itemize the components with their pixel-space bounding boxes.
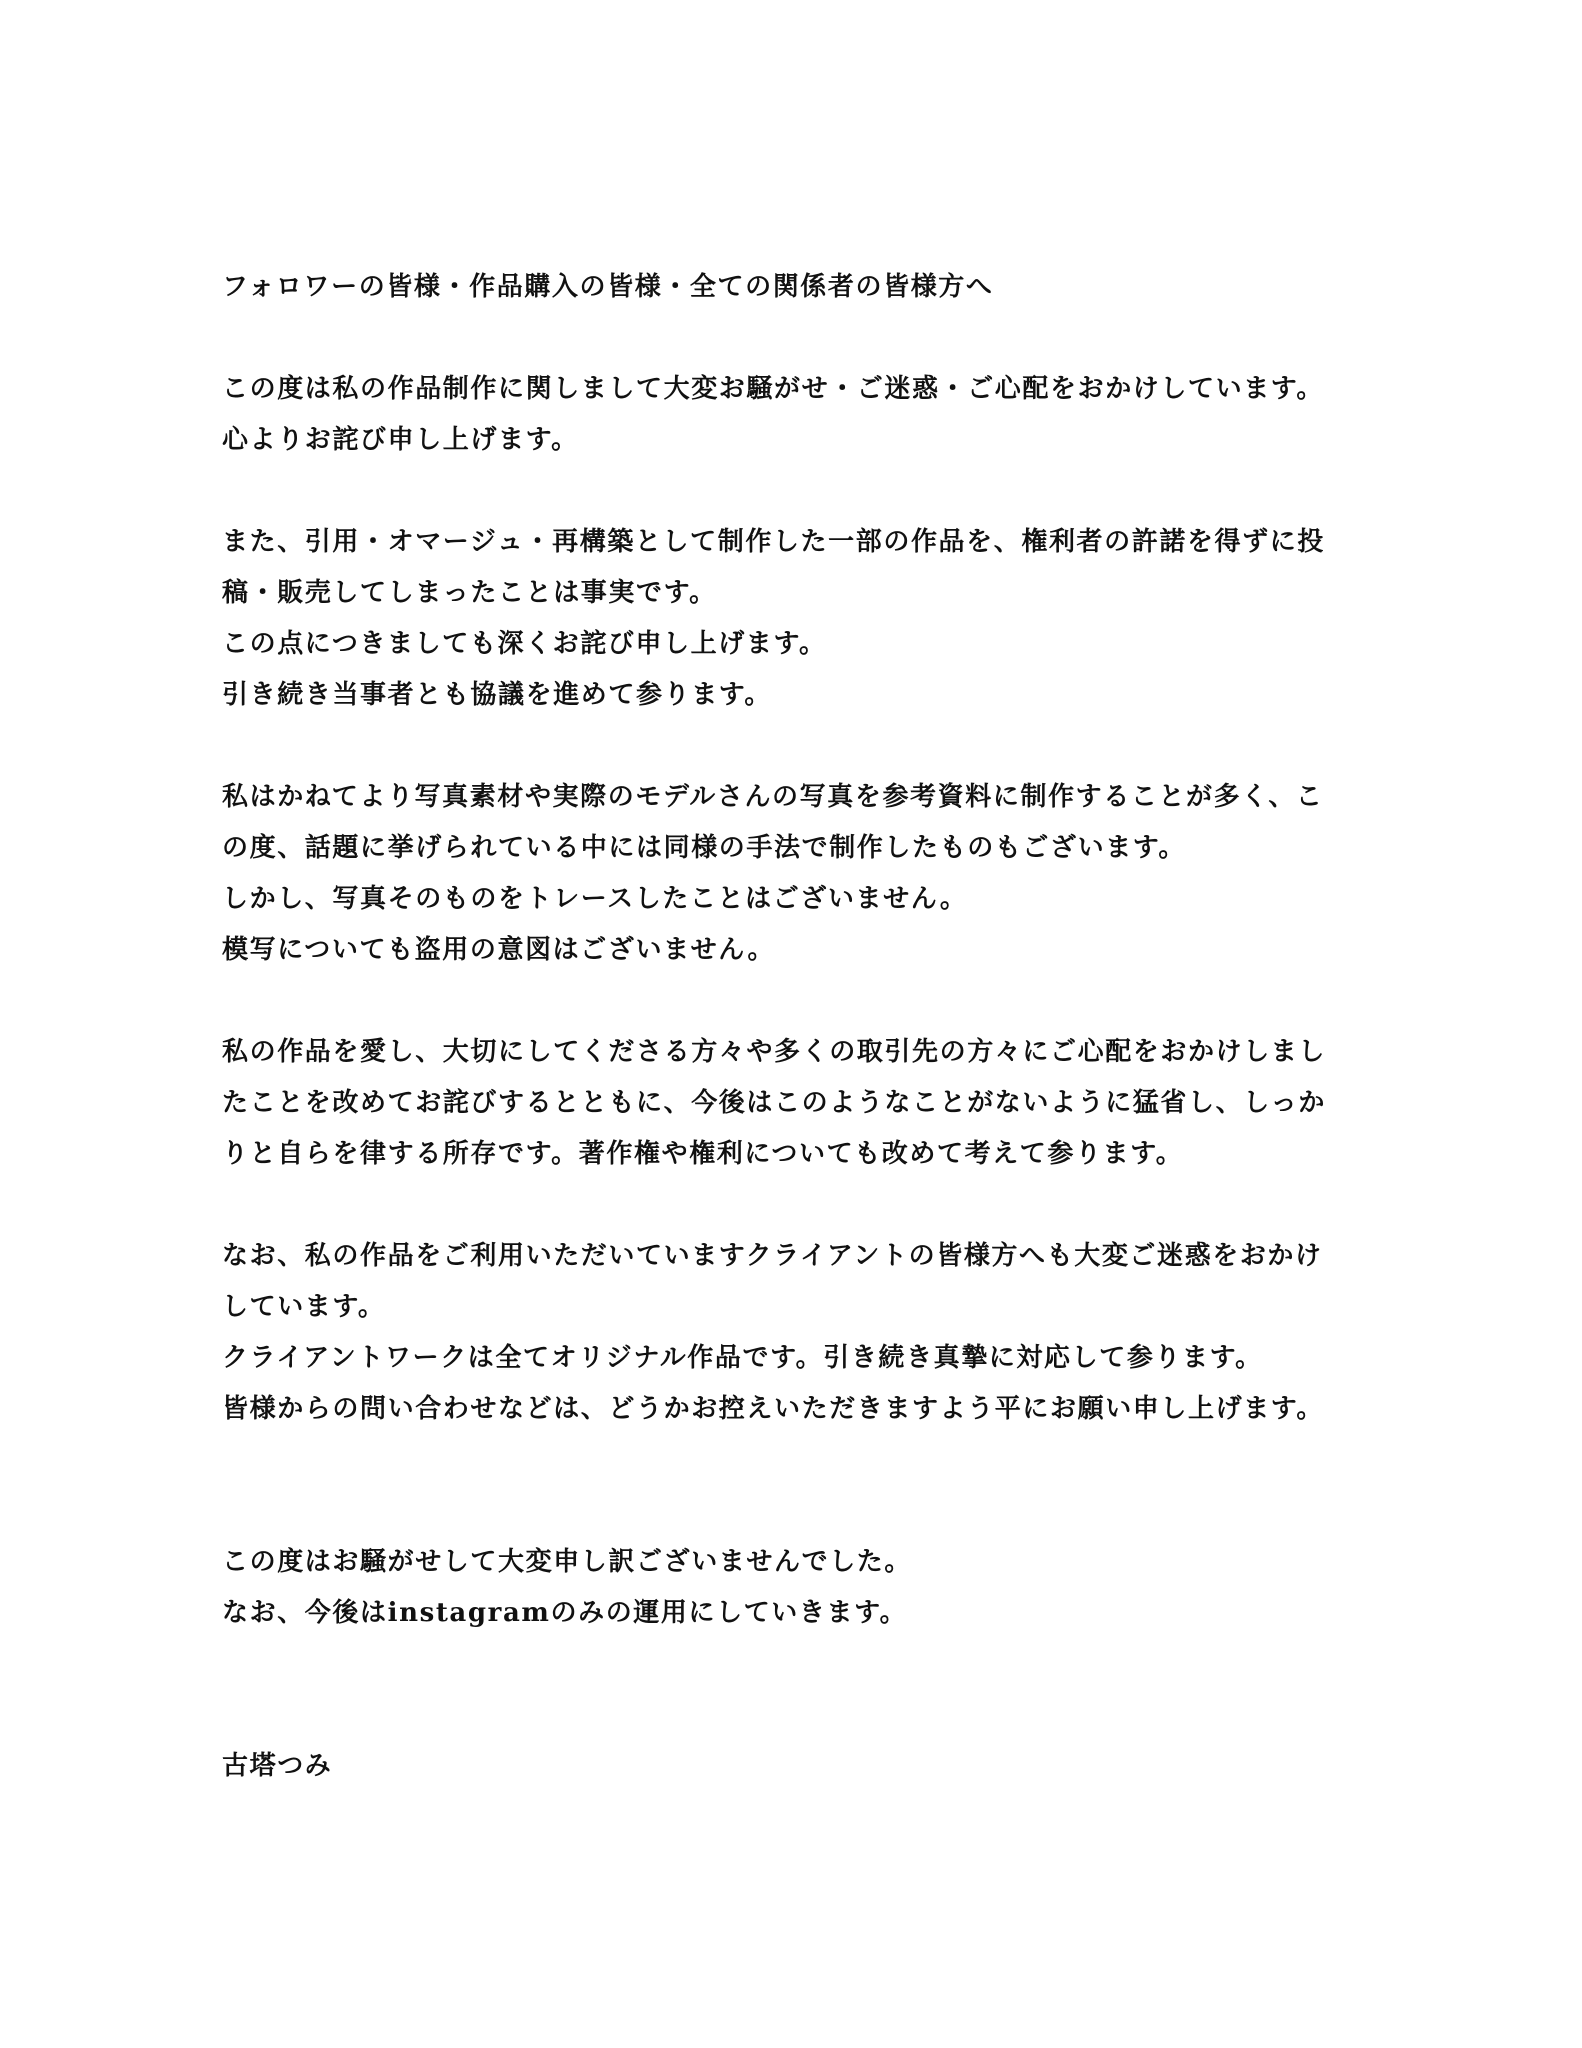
text-line: クライアントワークは全てオリジナル作品です。引き続き真摯に対応して参ります。 (222, 1343, 1263, 1373)
text-line: りと自らを律する所存です。著作権や権利についても改めて考えて参ります。 (222, 1139, 1184, 1169)
text-line: なお、私の作品をご利用いただいていますクライアントの皆様方へも大変ご迷惑をおかけ (222, 1241, 1323, 1271)
paragraph-5 (222, 1231, 1372, 1435)
text-line: 引き続き当事者とも協議を進めて参ります。 (222, 680, 772, 710)
text-line: しかし、写真そのものをトレースしたことはございません。 (222, 884, 968, 914)
paragraph-gap (222, 976, 1372, 1027)
text-line: この点につきましても深くお詫び申し上げます。 (222, 629, 827, 659)
paragraph-1 (222, 364, 1372, 466)
salutation: フォロワーの皆様・作品購入の皆様・全ての関係者の皆様方へ (222, 272, 994, 302)
text-line: 心よりお詫び申し上げます。 (222, 425, 579, 455)
text-line: また、引用・オマージュ・再構築として制作した一部の作品を、権利者の許諾を得ずに投 (222, 527, 1325, 557)
paragraph-gap (222, 721, 1372, 772)
text-line: 私はかねてより写真素材や実際のモデルさんの写真を参考資料に制作することが多く、こ (222, 782, 1324, 812)
paragraph-gap (222, 1639, 1372, 1741)
text-line: この度は私の作品制作に関しまして大変お騒がせ・ご迷惑・ご心配をおかけしています。 (222, 374, 1324, 404)
text-line: この度はお騒がせして大変申し訳ございませんでした。 (222, 1547, 913, 1577)
text-line: 模写についても盗用の意図はございません。 (222, 935, 776, 965)
text-line: 皆様からの問い合わせなどは、どうかお控えいただきますよう平にお願い申し上げます。 (222, 1394, 1324, 1424)
paragraph-2 (222, 517, 1372, 721)
paragraph-4 (222, 1027, 1372, 1180)
paragraph-gap (222, 313, 1372, 364)
text-line: たことを改めてお詫びするとともに、今後はこのようなことがないように猛省し、しっか (222, 1088, 1327, 1118)
text-line: 稿・販売してしまったことは事実です。 (222, 578, 717, 608)
text-line: 私の作品を愛し、大切にしてくださる方々や多くの取引先の方々にご心配をおかけしまし (222, 1037, 1327, 1067)
paragraph-3 (222, 772, 1372, 976)
text-line: しています。 (222, 1292, 386, 1322)
paragraph-gap (222, 1435, 1372, 1537)
paragraph-gap (222, 1180, 1372, 1231)
signature: 古塔つみ (222, 1751, 333, 1781)
apology-letter (222, 262, 1372, 1792)
text-line: なお、今後はinstagramのみの運用にしていきます。 (222, 1598, 908, 1628)
paragraph-gap (222, 466, 1372, 517)
text-line: の度、話題に挙げられている中には同様の手法で制作したものもございます。 (222, 833, 1186, 863)
paragraph-6 (222, 1537, 1372, 1639)
